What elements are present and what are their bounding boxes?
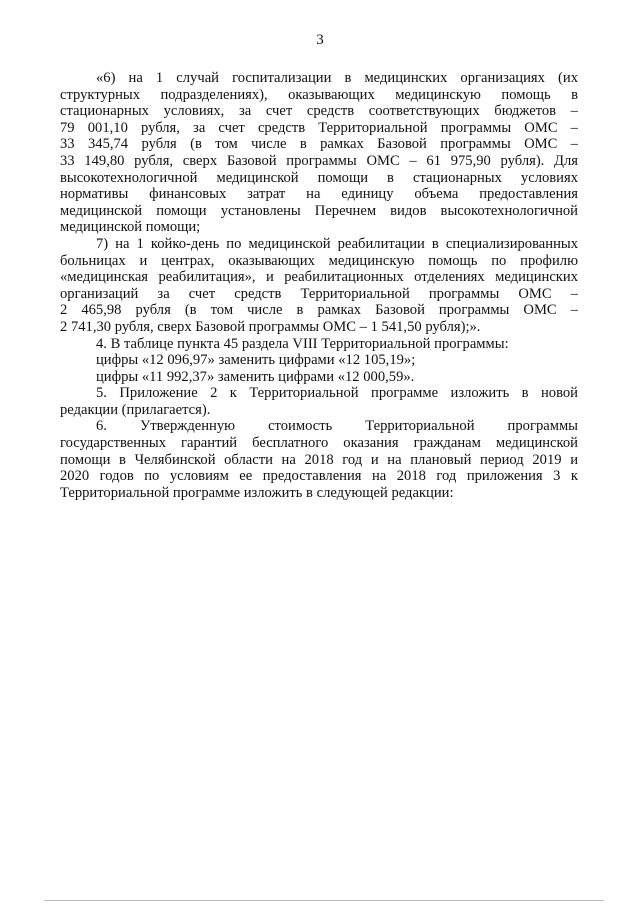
paragraph-line: 6. Утвержденную стоимость Территориальной программы bbox=[96, 418, 578, 435]
paragraph-line: Территориальной программе изложить в следующей редакции: bbox=[60, 484, 454, 501]
paragraph-line: 7) на 1 койко-день по медицинской реабилитации в специализированных bbox=[96, 235, 578, 252]
paragraph-line: высокотехнологичной медицинской помощи в стационарных условиях bbox=[60, 169, 578, 186]
paragraph-line: 79 001,10 рубля, за счет средств Территориальной программы ОМС – bbox=[60, 119, 578, 136]
paragraph-line: нормативы финансовых затрат на единицу объема предоставления bbox=[60, 186, 578, 203]
paragraph-line: 33 149,80 рубля, сверх Базовой программы ОМС – 61 975,90 рубля). Для bbox=[60, 152, 578, 169]
page-number: 3 bbox=[316, 32, 324, 48]
paragraph-line: «6) на 1 случай госпитализации в медицинских организациях (их bbox=[96, 70, 578, 86]
paragraph-line: 5. Приложение 2 к Территориальной программе изложить в новой bbox=[96, 385, 578, 402]
paragraph-line: 2 741,30 рубля, сверх Базовой программы ОМС – 1 541,50 рубля);». bbox=[60, 318, 481, 335]
paragraph-line: медицинской помощи; bbox=[60, 219, 201, 236]
paragraph-line: 2 465,98 рубля (в том числе в рамках Базовой программы ОМС – bbox=[60, 302, 578, 319]
paragraph-line: «медицинская реабилитация», и реабилитационных отделениях медицинских bbox=[60, 269, 578, 286]
paragraph-line: цифры «12 096,97» заменить цифрами «12 105,19»; bbox=[96, 352, 416, 369]
paragraph-line: помощи в Челябинской области на 2018 год и на плановый период 2019 и bbox=[60, 451, 578, 468]
paragraph-line: 4. В таблице пункта 45 раздела VIII Территориальной программы: bbox=[96, 335, 509, 352]
paragraph-line: организаций за счет средств Территориальной программы ОМС – bbox=[60, 285, 578, 302]
paragraph-line: цифры «11 992,37» заменить цифрами «12 000,59». bbox=[96, 368, 415, 385]
paragraph-line: стационарных условиях, за счет средств соответствующих бюджетов – bbox=[60, 103, 578, 120]
paragraph-line: 33 345,74 рубля (в том числе в рамках Базовой программы ОМС – bbox=[60, 136, 578, 153]
paragraph-line: государственных гарантий бесплатного оказания гражданам медицинской bbox=[60, 435, 578, 452]
paragraph-line: структурных подразделениях), оказывающих медицинскую помощь в bbox=[60, 86, 578, 103]
bottom-edge-rule bbox=[44, 900, 604, 901]
paragraph-line: 2020 годов по условиям ее предоставления на 2018 год приложения 3 к bbox=[60, 468, 578, 485]
body-text bbox=[60, 70, 578, 501]
paragraph-line: медицинской помощи установлены Перечнем видов высокотехнологичной bbox=[60, 202, 578, 219]
paragraph-line: больницах и центрах, оказывающих медицинскую помощь по профилю bbox=[60, 252, 578, 269]
paragraph-line: редакции (прилагается). bbox=[60, 401, 211, 418]
